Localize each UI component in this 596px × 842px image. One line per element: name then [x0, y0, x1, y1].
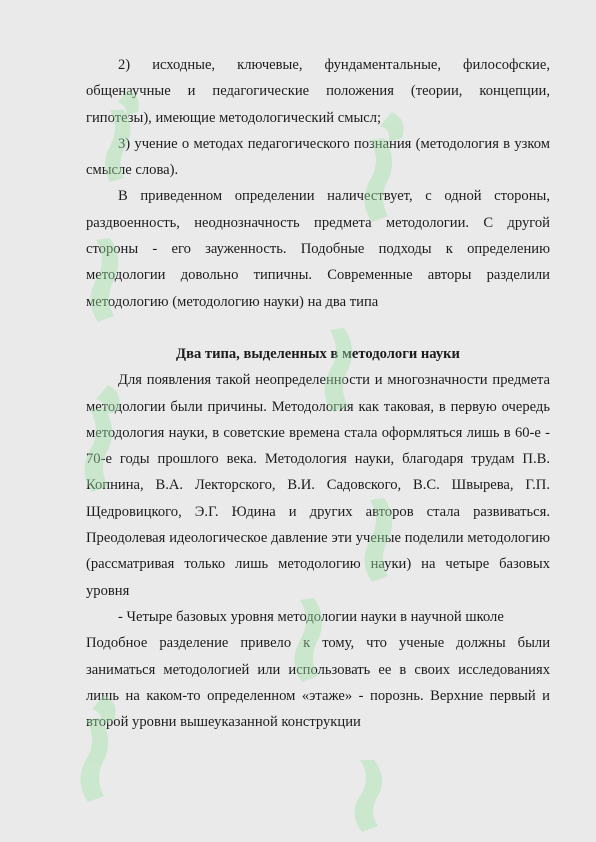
paragraph-levels-note: - Четыре базовых уровня методологии науки в научной школе: [118, 608, 504, 625]
paragraph-item-2: 2) исходные, ключевые, фундаментальные, философские, общенаучные и педагогические положения (теории, концепции, гипотезы), имеющие методологический смысл;: [86, 57, 550, 126]
section-heading: Два типа, выделенных в методологи науки: [176, 345, 460, 362]
paragraph-reasons: Для появления такой неопределенности и многозначности предмета методологии были причины. Методология как таковая, в первую очередь методология науки, в советские времена стала оформляться лишь в 60-е - 70-е годы прошлого века. Методология науки, благодаря трудам П.В. Копнина, В.А. Лекторского, В.И. Садовского, В.С. Швырева, Г.П. Щедровицкого, Э.Г. Юдина и других авторов стала развиваться. Преодолевая идеологическое давление эти ученые поделили методологию (рассматривая только лишь методологию науки) на четыре базовых уровня: [86, 372, 550, 599]
paragraph-definition: В приведенном определении наличествует, с одной стороны, раздвоенность, неоднозначность предмета методологии. С другой стороны - его зауженность. Подобные подходы к определению методологии довольно типичны. Современные авторы разделили методологию (методологию науки) на два типа: [86, 188, 550, 310]
paragraph-division: Подобное разделение привело к тому, что ученые должны были заниматься методологией или использовать ее в своих исследованиях лишь на каком-то определенном «этаже» - порознь. Верхние первый и второй уровни вышеуказанной конструкции: [86, 635, 550, 731]
paragraph-item-3: 3) учение о методах педагогического познания (методология в узком смысле слова).: [86, 135, 550, 179]
